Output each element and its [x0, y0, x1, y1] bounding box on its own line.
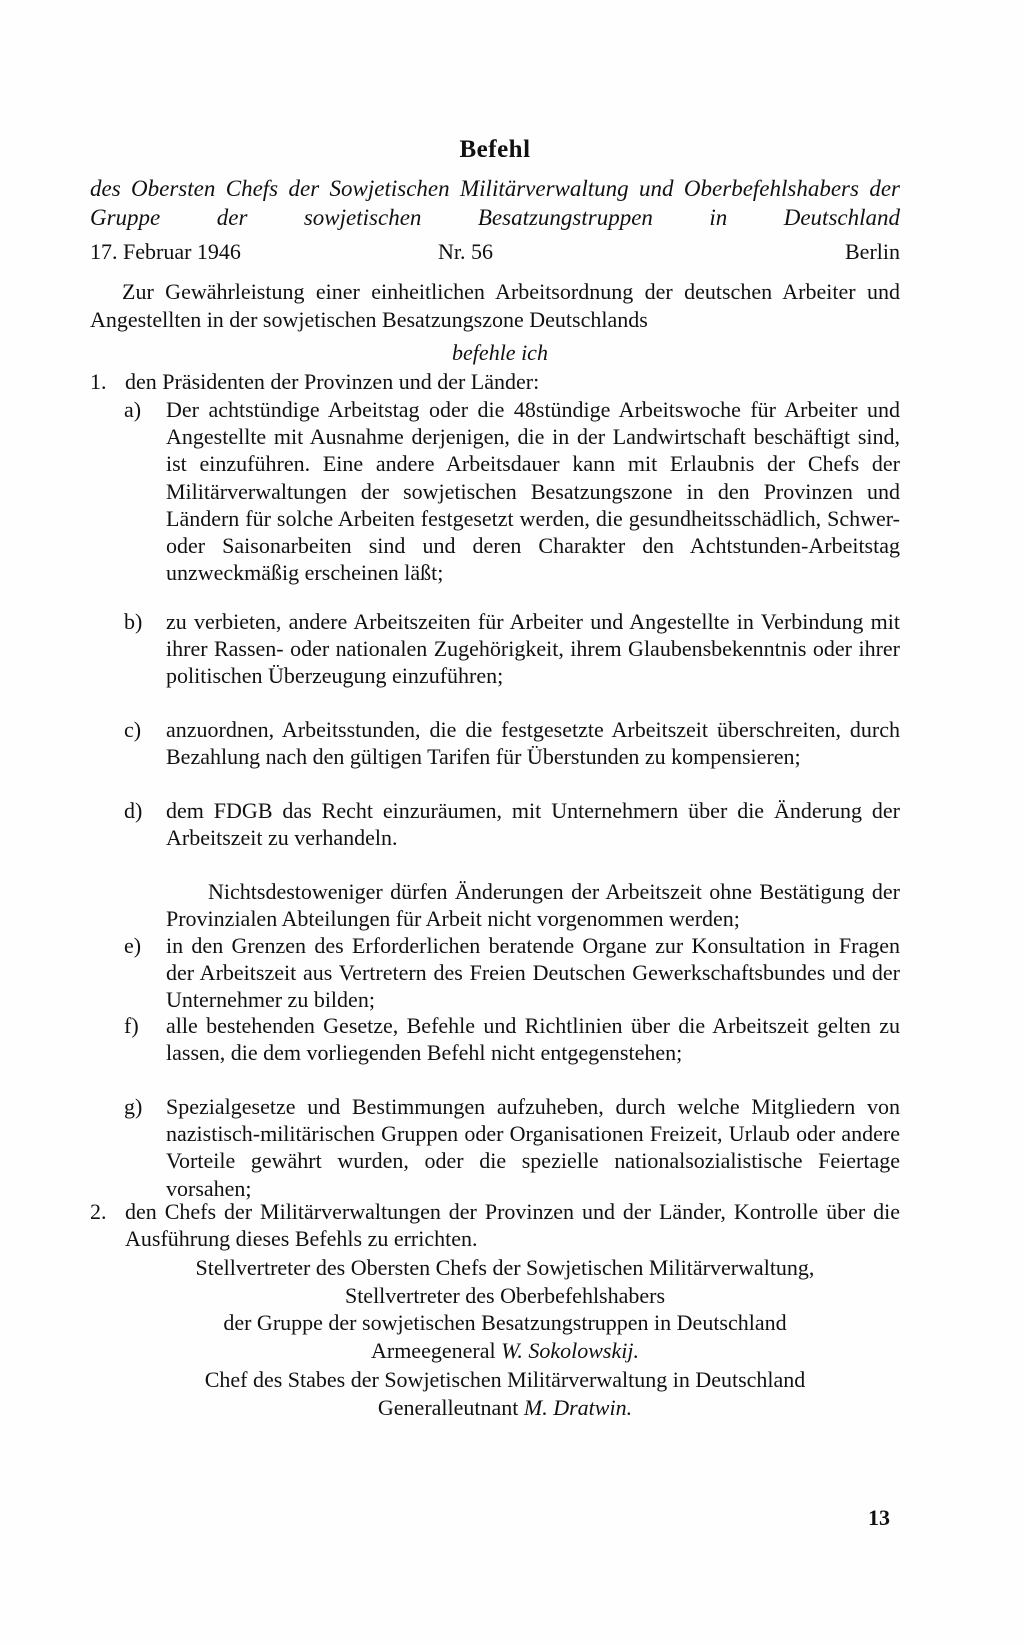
signature-line: Stellvertreter des Oberbefehlshabers [344, 1282, 666, 1308]
item-text: den Chefs der Militärverwaltungen der Provinzen und der Länder, Kontrolle über die Ausführung dieses Befehls zu errichten. [125, 1199, 900, 1252]
subitem-label: c) [124, 717, 142, 742]
document-title: Befehl [459, 136, 531, 163]
signature-block-2 [90, 1366, 920, 1421]
subitem-text: alle bestehenden Gesetze, Befehle und Richtlinien über die Arbeitszeit gelten zu lassen, die dem vorliegenden Befehl nicht entgegenstehen; [166, 1013, 900, 1066]
subitem-text: Spezialgesetze und Bestimmungen aufzuheben, durch welche Mitgliedern von nazistisch-militärischen Gruppen oder Organisationen Freizeit, Urlaub oder andere Vorteile gewährt wurden, oder die spezielle nationalsozialistische Feiertage vorsahen; [166, 1094, 900, 1201]
item-text: den Präsidenten der Provinzen und der Länder: [125, 369, 540, 394]
note-paragraph: Nichtsdestoweniger dürfen Änderungen der Arbeitszeit ohne Bestätigung der Provinzialen Abteilungen für Arbeit nicht vorgenommen werden; [166, 879, 900, 932]
signature-name: M. Dratwin. [523, 1394, 633, 1420]
signature-name-line [90, 1394, 920, 1422]
subitem-text: in den Grenzen des Erforderlichen beratende Organe zur Konsultation in Fragen der Arbeitszeit aus Vertretern des Freien Deutschen Gewerkschaftsbundes und der Unternehmer zu bilden; [166, 933, 900, 1013]
order-place: Berlin [845, 239, 900, 264]
signature-line: Chef des Stabes der Sowjetischen Militärverwaltung in Deutschland [204, 1367, 806, 1392]
subitem-label: a) [124, 397, 142, 422]
signature-rank: Generalleutnant [377, 1394, 524, 1420]
item-number: 2. [90, 1199, 107, 1224]
subitem-text: dem FDGB das Recht einzuräumen, mit Unternehmern über die Änderung der Arbeitszeit zu verhandeln. [166, 798, 900, 851]
subitem-label: d) [124, 798, 143, 823]
signature-line: der Gruppe der sowjetischen Besatzungstruppen in Deutschland [223, 1310, 787, 1335]
signature-block-1 [90, 1254, 920, 1364]
subitem-text: zu verbieten, andere Arbeitszeiten für Arbeiter und Angestellte in Verbindung mit ihrer Rassen- oder nationalen Zugehörigkeit, ihrem Glaubensbekenntnis oder ihrer politischen Überzeugung einzuführen; [166, 609, 900, 689]
signature-name: W. Sokolowskij. [501, 1337, 639, 1363]
signature-name-line [90, 1337, 920, 1365]
subitem-label: b) [124, 609, 143, 634]
subitem-label: g) [124, 1094, 143, 1119]
page-number: 13 [868, 1505, 890, 1530]
document-subtitle: des Obersten Chefs der Sowjetischen Militärverwaltung und Oberbefehlshabers der Gruppe der sowjetischen Besatzungstruppen in Deutschland [90, 176, 900, 230]
subitem-text: anzuordnen, Arbeitsstunden, die die festgesetzte Arbeitszeit überschreiten, durch Bezahlung nach den gültigen Tarifen für Überstunden zu kompensieren; [166, 717, 900, 770]
intro-paragraph: Zur Gewährleistung einer einheitlichen Arbeitsordnung der deutschen Arbeiter und Angestellten in der sowjetischen Besatzungszone Deutschlands [90, 279, 900, 332]
subitem-text: Der achtstündige Arbeitstag oder die 48stündige Arbeitswoche für Arbeiter und Angestellte mit Ausnahme derjenigen, die in der Landwirtschaft beschäftigt sind, ist einzuführen. Eine andere Arbeitsdauer kann mit Erlaubnis der Chefs der Militärverwaltungen der sowjetischen Besatzungszone in den Provinzen und Ländern für solche Arbeiten festgesetzt werden, die gesundheitsschädlich, Schwer- oder Saisonarbeiten sind und deren Charakter den Achtstunden-Arbeitstag unzweckmäßig erscheinen läßt; [166, 397, 900, 586]
item-number: 1. [90, 369, 107, 394]
order-number: Nr. 56 [438, 239, 493, 264]
signature-line: Stellvertreter des Obersten Chefs der Sowjetischen Militärverwaltung, [195, 1255, 815, 1280]
subitem-label: e) [124, 933, 142, 958]
signature-rank: Armeegeneral [370, 1337, 502, 1363]
subitem-label: f) [124, 1013, 139, 1038]
order-date: 17. Februar 1946 [90, 239, 241, 264]
befehle-heading: befehle ich [452, 340, 548, 365]
